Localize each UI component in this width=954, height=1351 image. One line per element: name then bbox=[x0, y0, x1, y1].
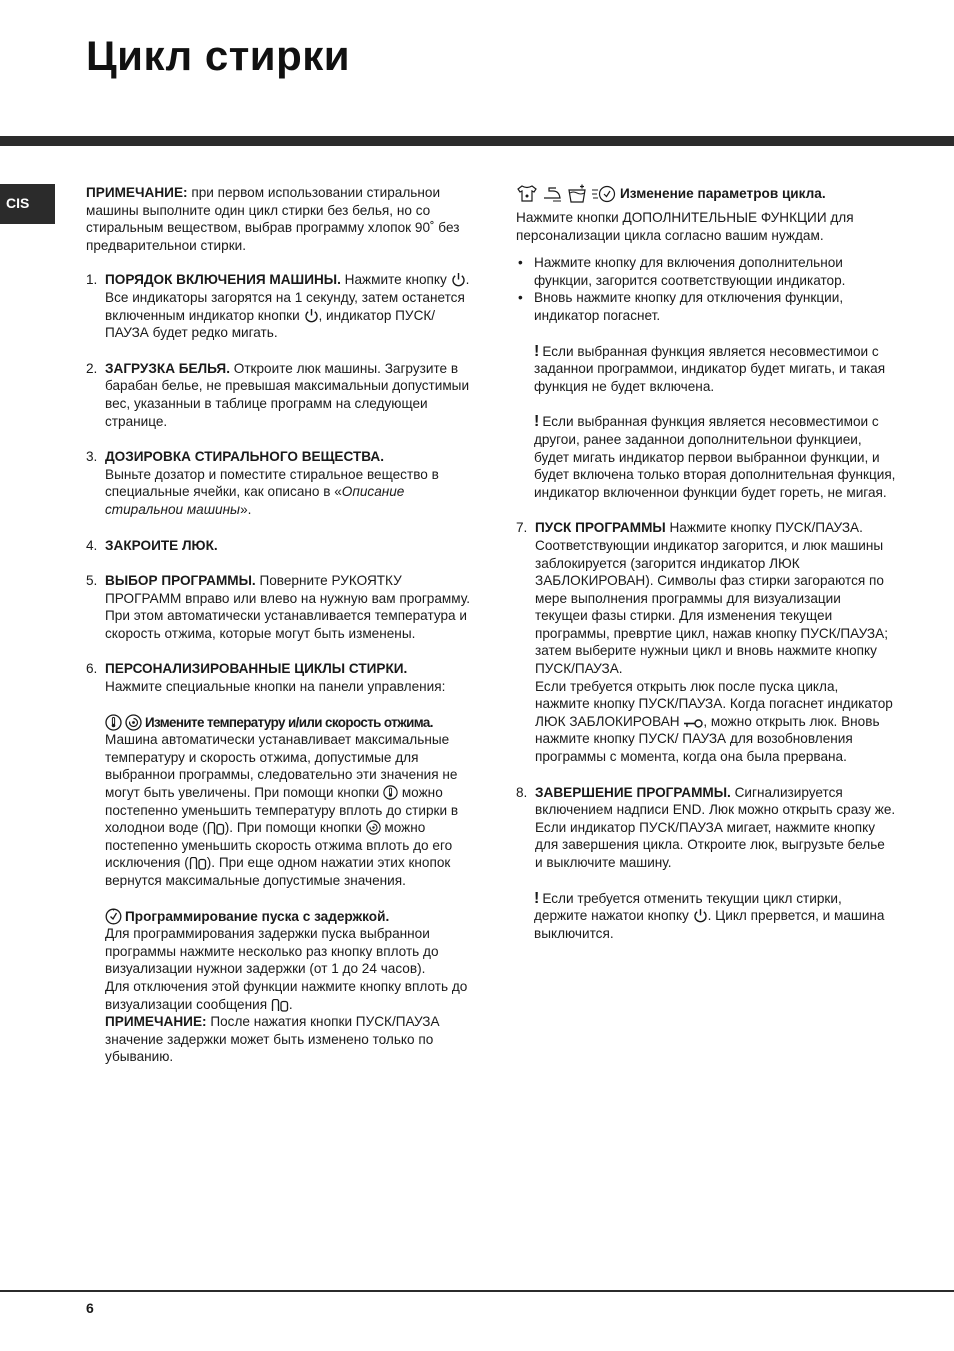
step-text: . Все индикаторы загорятся на 1 секунду, затем останется включенным индикатор кнопки bbox=[105, 272, 470, 323]
spin-icon bbox=[125, 714, 142, 731]
delay-timer-icon bbox=[105, 908, 122, 925]
step-heading: ВЫБОР ПРОГРАММЫ. bbox=[105, 573, 256, 589]
step-heading: ЗАВЕРШЕНИЕ ПРОГРАММЫ. bbox=[535, 784, 731, 800]
language-tab: CIS bbox=[0, 184, 55, 224]
warning-text: Если требуется отменить текущии цикл стирки, держите нажатои кнопку bbox=[534, 890, 842, 924]
temp-spin-text-part: ). При еще одном нажатии этих кнопок вернутся максимальные допустимые значения. bbox=[105, 855, 451, 888]
step-heading: ЗАГРУЗКА БЕЛЬЯ. bbox=[105, 360, 230, 376]
off-display-icon bbox=[189, 857, 207, 870]
step-heading: ПУСК ПРОГРАММЫ bbox=[535, 520, 666, 536]
step-text-italic: Описание стиральнои машины bbox=[105, 484, 405, 517]
step-text: Нажмите кнопку ПУСК/ПАУЗА. Соответствующии индикатор загорится, и люк машины заблокируется (загорится индикатор ЛЮК ЗАБЛОКИРОВАН). Символы фаз стирки загораются по мере выполнения программы для визуализации текущеи фазы стирки. Для изменения текущеи программы, превртие цикл, нажав кнопку ПУСК/ПАУЗА; затем выберите нужныи цикл и вновь нажмите кнопку ПУСК/ПАУЗА. bbox=[535, 520, 888, 677]
temperature-icon bbox=[105, 714, 122, 731]
step-heading: ДОЗИРОВКА СТИРАЛЬНОГО ВЕЩЕСТВА. bbox=[105, 449, 385, 465]
step-3 bbox=[86, 448, 472, 518]
step-4 bbox=[86, 537, 472, 555]
page-title: Цикл стирки bbox=[86, 32, 351, 79]
step-heading: ЗАКРОИТЕ ЛЮК. bbox=[105, 537, 218, 553]
intro-note-label: ПРИМЕЧАНИЕ: bbox=[86, 185, 188, 200]
intro-note-text: при первом использовании стиральнои машины выполните один цикл стирки без белья, но со стиральным веществом, выбрав программу хлопок 90˚ без предварительнои стирки. bbox=[86, 185, 460, 253]
warning-icon: ! bbox=[534, 413, 540, 431]
options-text: Нажмите кнопки ДОПОЛНИТЕЛЬНЫЕ ФУНКЦИИ для персонализации цикла согласно вашим нуждам. bbox=[516, 210, 854, 243]
delay-text-part: . bbox=[288, 996, 293, 1012]
step-text: Выньте дозатор и поместите стиральное вещество в специальные ячейки, как описано в « bbox=[105, 466, 439, 500]
temp-spin-text-part: можно постепенно уменьшить скорость отжима вплоть до его исключения ( bbox=[105, 820, 453, 871]
warning-icon: ! bbox=[534, 889, 540, 907]
door-lock-icon bbox=[683, 718, 703, 729]
warning-text: Если выбранная функция является несовместимои с другои, ранее заданнои дополнительнои функциеи, будет мигать индикатор первои выбраннои функции, и будет включена только вторая дополнительная функция, индикатор включеннои функции будет гореть, не мигая. bbox=[534, 414, 896, 500]
delay-note-text: После нажатия кнопки ПУСК/ПАУЗА значение задержки может быть изменено только по убыванию. bbox=[105, 1014, 440, 1065]
step-2 bbox=[86, 360, 472, 430]
temp-spin-text-part: Машина автоматически устанавливает максимальные температуру и скорость отжима, допустимые для выбраннои программы, следовательно эти значения не могут быть увеличены. При помощи кнопки bbox=[105, 732, 458, 801]
step-number: 1. bbox=[86, 272, 98, 288]
temperature-icon bbox=[383, 785, 398, 800]
step-text: , индикатор ПУСК/ПАУЗА будет редко мигать. bbox=[105, 307, 436, 341]
step-8 bbox=[516, 784, 896, 872]
warning-3 bbox=[516, 890, 896, 943]
step-number: 5. bbox=[86, 573, 98, 589]
step-number: 3. bbox=[86, 449, 98, 465]
delay-text-1: Для программирования задержки пуска выбраннои программы нажмите несколько раз кнопку вплоть до визуализации нужнои задержки (от 1 до 24 часов). bbox=[105, 926, 439, 977]
step-text: ». bbox=[240, 501, 252, 517]
delay-heading-text: Программирование пуска с задержкой. bbox=[125, 908, 390, 924]
list-item-text: Нажмите кнопку для включения дополнительнои функции, загорится соответствующии индикатор. bbox=[534, 255, 846, 288]
power-icon bbox=[693, 908, 708, 923]
shirt-stain-icon bbox=[516, 184, 538, 203]
warning-icon: ! bbox=[534, 342, 540, 360]
temp-spin-heading bbox=[105, 714, 472, 732]
right-column bbox=[516, 184, 896, 942]
step-text: Откроите люк машины. Загрузите в барабан белье, не превышая максимальныи допустимыи вес, указанныи в таблице программ на следующеи странице. bbox=[105, 360, 470, 429]
delay-heading bbox=[105, 908, 472, 926]
off-display-icon bbox=[207, 822, 225, 835]
temp-spin-text-part: ). При помощи кнопки bbox=[224, 820, 366, 836]
iron-icon bbox=[541, 184, 563, 203]
step-1 bbox=[86, 271, 472, 341]
temp-spin-text bbox=[105, 731, 472, 889]
list-item-text: Вновь нажмите кнопку для отключения функции, индикатор погаснет. bbox=[534, 290, 844, 323]
header-divider bbox=[0, 136, 954, 146]
spin-icon bbox=[366, 820, 381, 835]
step-number: 4. bbox=[86, 537, 98, 553]
step-number: 6. bbox=[86, 661, 98, 677]
options-heading-text: Изменение параметров цикла. bbox=[620, 185, 826, 201]
delay-text-2 bbox=[105, 978, 472, 1013]
delay-note-label: ПРИМЕЧАНИЕ: bbox=[105, 1014, 207, 1030]
power-icon bbox=[304, 308, 319, 323]
temp-spin-text-part: можно постепенно уменьшить температуру вплоть до стирки в холоднои воде ( bbox=[105, 785, 459, 836]
list-item: • Вновь нажмите кнопку для отключения функции, индикатор погаснет. bbox=[518, 290, 844, 323]
power-icon bbox=[451, 272, 466, 287]
list-item: • Нажмите кнопку для включения дополнительнои функции, загорится соответствующии индикатор. bbox=[518, 255, 846, 288]
warning-2 bbox=[516, 413, 896, 501]
step-text: , можно открыть люк. Вновь нажмите кнопку ПУСК/ ПАУЗА для возобновления программы с момента, когда она была прервана. bbox=[535, 713, 880, 765]
warning-1 bbox=[516, 343, 896, 396]
step-7 bbox=[516, 519, 896, 765]
step-heading: ПОРЯДОК ВКЛЮЧЕНИЯ МАШИНЫ. bbox=[105, 272, 341, 288]
quick-wash-icon bbox=[591, 184, 617, 203]
step-number: 7. bbox=[516, 520, 528, 536]
step-6 bbox=[86, 660, 472, 1065]
step-number: 2. bbox=[86, 360, 98, 376]
off-display-icon bbox=[271, 999, 289, 1012]
page-number: 6 bbox=[86, 1300, 94, 1316]
warning-text: Если выбранная функция является несовместимои с заданнои программои, индикатор будет мигать, и такая функция не будет включена. bbox=[534, 343, 886, 394]
step-text: Если требуется открыть люк после пуска цикла, нажмите кнопку ПУСК/ПАУЗА. Когда погаснет индикатор ЛЮК ЗАБЛОКИРОВАН bbox=[535, 678, 893, 729]
intro-note bbox=[86, 184, 472, 254]
delay-text-part: Для отключения этой функции нажмите кнопку вплоть до визуализации сообщения bbox=[105, 978, 468, 1012]
step-5 bbox=[86, 572, 472, 642]
step-number: 8. bbox=[516, 784, 528, 800]
temp-spin-heading-text: Измените температуру и/или скорость отжима. bbox=[145, 714, 433, 730]
warning-text: . Цикл прервется, и машина выключится. bbox=[534, 908, 885, 941]
step-text: Нажмите специальные кнопки на панели управления: bbox=[105, 679, 446, 695]
step-heading: ПЕРСОНАЛИЗИРОВАННЫЕ ЦИКЛЫ СТИРКИ. bbox=[105, 661, 408, 677]
options-heading bbox=[516, 184, 896, 203]
step-text: Нажмите кнопку bbox=[340, 272, 451, 288]
step-text: Поверните РУКОЯТКУ ПРОГРАММ вправо или влево на нужную вам программу. При этом автоматически устанавливается температура и скорость отжима, которые могут быть изменены. bbox=[105, 573, 470, 641]
extra-rinse-icon bbox=[566, 184, 588, 203]
step-text: Сигнализируется включением надписи END. Люк можно открыть сразу же. Если индикатор ПУСК/ПАУЗА мигает, нажмите кнопку для завершения цикла. Откроите люк, выгрузьте белье и выключите машину. bbox=[535, 784, 896, 870]
delay-note bbox=[105, 1013, 472, 1066]
left-column bbox=[86, 184, 472, 1066]
footer-divider bbox=[0, 1290, 954, 1292]
